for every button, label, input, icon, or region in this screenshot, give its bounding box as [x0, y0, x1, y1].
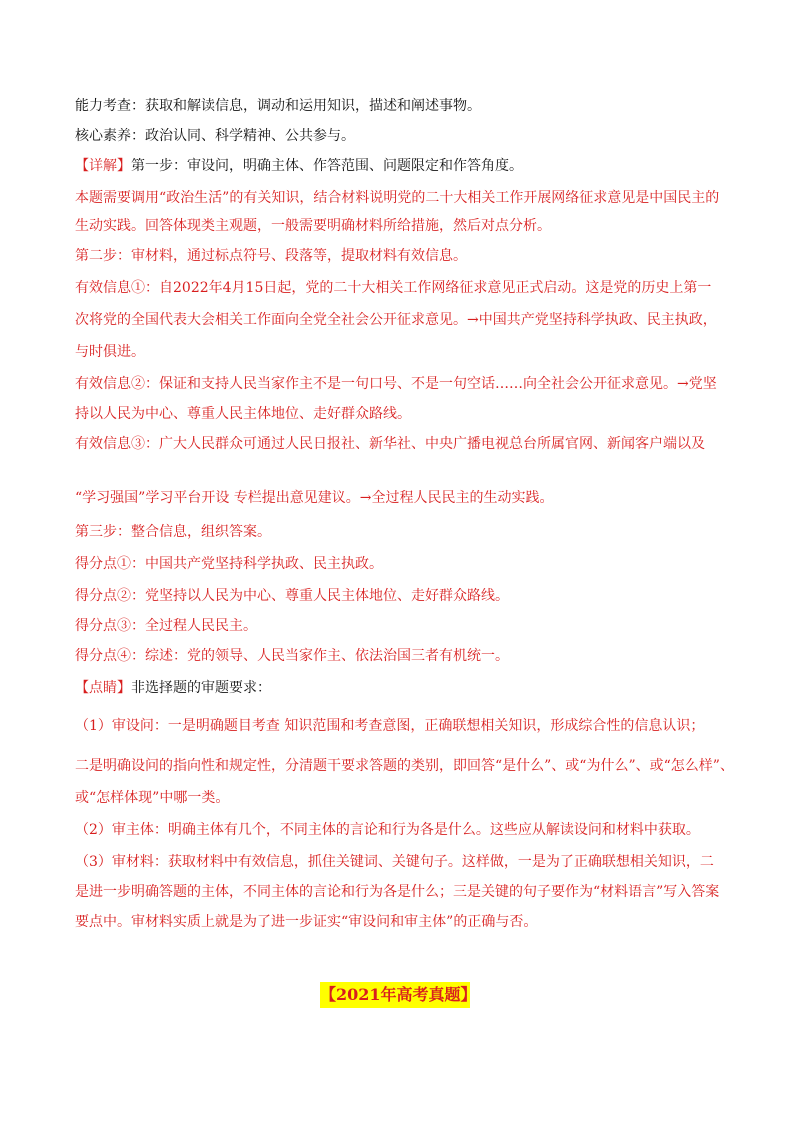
paragraph-line: 生动实践。回答体现类主观题，一般需要明确材料所给措施，然后对点分析。	[75, 218, 551, 234]
requirement-line: （2）审主体：明确主体有几个，不同主体的言论和行为各是什么。这些应从解读设问和材料中获取。	[75, 822, 700, 838]
requirement-line: 要点中。审材料实质上就是为了进一步证实“审设问和审主体”的正确与否。	[75, 914, 538, 930]
info1-line: 有效信息①：自2022年4月15日起，党的二十大相关工作网络征求意见正式启动。这是党的历史上第一	[75, 280, 712, 296]
core-literacy-line: 核心素养：政治认同、科学精神、公共参与。	[75, 128, 355, 144]
explanation-line	[75, 156, 735, 176]
step3-line: 第三步：整合信息，组织答案。	[75, 524, 271, 540]
requirement-line: 或“怎样体现”中哪一类。	[75, 790, 230, 806]
key-point-text: 非选择题的审题要求：	[131, 680, 271, 696]
requirement-line: （3）审材料：获取材料中有效信息，抓住关键词、关键句子。这样做，一是为了正确联想相关知识，二	[75, 854, 714, 870]
key-point-label: 【点睛】	[75, 680, 131, 696]
info1-line: 与时俱进。	[75, 344, 145, 360]
step2-line: 第二步：审材料，通过标点符号、段落等，提取材料有效信息。	[75, 248, 467, 264]
requirement-line: 二是明确设问的指向性和规定性，分清题干要求答题的类别，即回答“是什么”、或“为什么”、或“怎么样”、	[75, 758, 734, 774]
score-point-line: 得分点④：综述：党的领导、人民当家作主、依法治国三者有机统一。	[75, 648, 509, 664]
explanation-step1: 第一步：审设问，明确主体、作答范围、问题限定和作答角度。	[131, 158, 523, 174]
key-point-line	[75, 678, 735, 698]
score-point-line: 得分点①：中国共产党坚持科学执政、民主执政。	[75, 556, 383, 572]
paragraph-line: 本题需要调用“政治生活”的有关知识，结合材料说明党的二十大相关工作开展网络征求意见是中国民主的	[75, 190, 720, 206]
explanation-label: 【详解】	[75, 158, 131, 174]
info3-line: 有效信息③：广大人民群众可通过人民日报社、新华社、中央广播电视总台所属官网、新闻客户端以及	[75, 436, 705, 452]
info3-line: “学习强国”学习平台开设 专栏提出意见建议。→全过程人民民主的生动实践。	[75, 490, 554, 506]
ability-assessment-line: 能力考查：获取和解读信息，调动和运用知识，描述和阐述事物。	[75, 98, 481, 114]
section-heading: 【2021年高考真题】	[320, 982, 470, 1008]
score-point-line: 得分点③：全过程人民民主。	[75, 618, 257, 634]
requirement-line: （1）审设问：一是明确题目考查 知识范围和考查意图，正确联想相关知识，形成综合性的信息认识；	[75, 718, 705, 734]
requirement-line: 是进一步明确答题的主体，不同主体的言论和行为各是什么；三是关键的句子要作为“材料语言”写入答案	[75, 884, 720, 900]
info1-line: 次将党的全国代表大会相关工作面向全党全社会公开征求意见。→中国共产党坚持科学执政、民主执政，	[75, 312, 717, 328]
info2-line: 有效信息②：保证和支持人民当家作主不是一句口号、不是一句空话……向全社会公开征求意见。→党坚	[75, 376, 717, 392]
info2-line: 持以人民为中心、尊重人民主体地位、走好群众路线。	[75, 406, 411, 422]
score-point-line: 得分点②：党坚持以人民为中心、尊重人民主体地位、走好群众路线。	[75, 588, 509, 604]
